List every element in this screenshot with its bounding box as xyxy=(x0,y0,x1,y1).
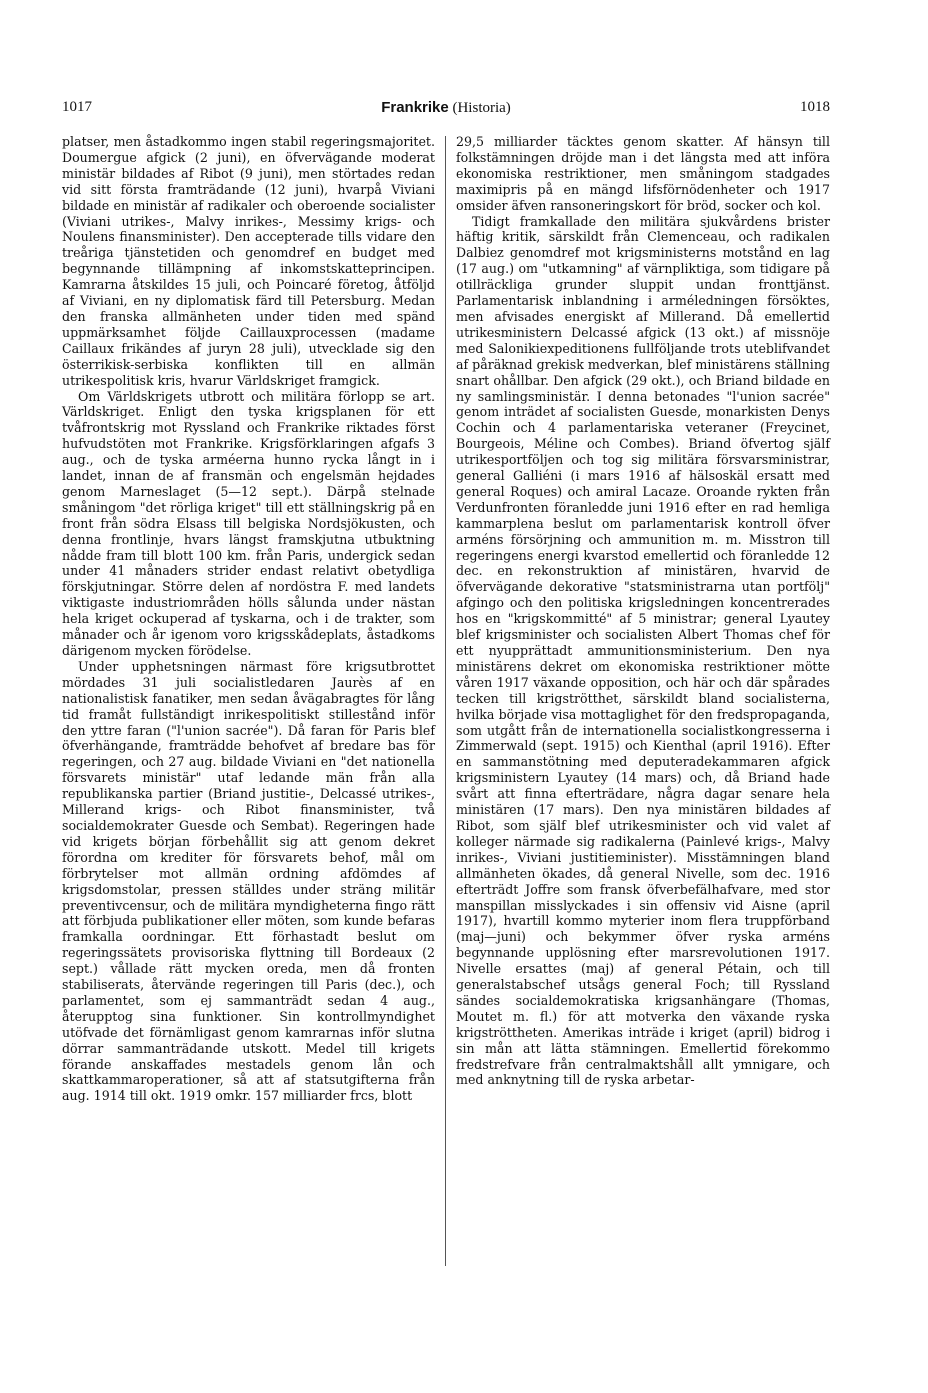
header-title-keyword: Frankrike xyxy=(381,99,449,116)
column-divider xyxy=(445,136,446,1266)
paragraph: Under upphetsningen närmast före krigsutbrottet mördades 31 juli socialistledaren Jaurès af en nationalistisk fanatiker, men sedan åvägabragtes för lång tid framåt fullständigt inrikespolitiskt stillestånd inför den yttre faran ("l'union sacrée"). Då faran för Paris blef öfverhängande, framträdde behofvet af bredare bas för regeringen, och 27 aug. bildade Viviani en "det nationella försvarets ministär" utaf ledande män från alla republikanska partier (Briand justitie-, Delcassé utrikes-, Millerand krigs- och Ribot finansminister, två socialdemokrater Guesde och Sembat). Regeringen hade vid krigets början förbehållit sig att genom dekret förordna om krediter för försvarets behof, mål om förbrytelser mot allmän ordning afdömdes af krigsdomstolar, pressen ställdes under sträng militär preventivcensur, och de militära myndigheterna fingo rätt att förbjuda publikationer eller möten, som kunde befaras framkalla oordningar. Ett förhastadt beslut om regeringssätets provisoriska flyttning till Bordeaux (2 sept.) vållade rätt mycken oreda, men då fronten stabiliserats, återvände regeringen till Paris (dec.), och parlamentet, som ej sammanträdt sedan 4 aug., återupptog sina funktioner. Sin kontrollmyndighet utöfvade det förnämligast genom kamrarnas inför slutna dörrar sammanträdande utskott. Medel till krigets förande anskaffades mestadels genom lån och skattkammaroperationer, så att af statsutgifterna från aug. 1914 till okt. 1919 omkr. 157 milliarder frcs, blott xyxy=(62,658,435,1104)
paragraph: platser, men åstadkommo ingen stabil regeringsmajoritet. Doumergue afgick (2 juni), en öfvervägande moderat ministär bildades af Ribot (9 juni), men störtades redan vid sitt första framträdande (12 juni), hvarpå Viviani bildade en ministär af radikaler och oberoende socialister (Viviani utrikes-, Malvy inrikes-, Messimy krigs- och Noulens finansminister). Den accepterade tills vidare den treåriga tjänstetiden och genomdref en budget med begynnande tillämpning af inkomstskatteprincipen. Kamrarna åtskildes 15 juli, och Poincaré företog, åtföljd af Viviani, en ny diplomatisk färd till Petersburg. Medan den franska allmänheten under tiden med spänd uppmärksamhet följde Caillauxprocessen (madame Caillaux frikändes af juryn 28 juli), utvecklade sig den österrikisk-serbiska konflikten till en allmän utrikespolitisk kris, hvarur Världskriget framgick. xyxy=(62,134,435,388)
paragraph: Tidigt framkallade den militära sjukvårdens brister häftig kritik, särskildt från Clemenceau, och radikalen Dalbiez genomdref mot krigsministerns motstånd en lag (17 aug.) om "utkamning" af värnpliktiga, som tidigare på otillräckliga grunder sluppit undan fronttjänst. Parlamentarisk inblandning i arméledningen försöktes, men afvisades energiskt af Millerand. Då emellertid utrikesministern Delcassé afgick (13 okt.) af missnöje med Salonikiexpeditionens fullföljande trots uteblifvandet af påräknad grekisk medverkan, blef ministärens ställning snart ohållbar. Den afgick (29 okt.), och Briand bildade en ny samlingsministär. I denna betonades "l'union sacrée" genom inträdet af socialisten Guesde, monarkisten Denys Cochin och 4 parlamentariska veteraner (Freycinet, Bourgeois, Méline och Combes). Briand öfvertog själf utrikesportföljen och tog sig militära försvarsministrar, general Galliéni (i mars 1916 af hälsoskäl ersatt med general Roques) och amiral Lacaze. Oroande rykten från Verdunfronten föranledde juni 1916 efter en rad hemliga kammarplena beslut om parlamentarisk kontroll öfver arméns försörjning och ammunition m. m. Misstron till regeringens energi kvarstod emellertid och föranledde 12 dec. en rekonstruktion af ministären, hvarvid de öfvervägande dekorative "statsministrarna utan portfölj" afgingo och den politiska krigsledningen koncentrerades hos en "krigskommitté" af 5 ministrar; general Lyautey blef krigsminister och socialisten Albert Thomas chef för ett nyupprättadt ammunitionsministerium. Den nya ministärens dekret om ekonomiska restriktioner mötte våren 1917 växande opposition, och här och där spårades tecken till krigströtthet, särskildt bland socialisterna, hvilka började visa mottaglighet för den fredspropaganda, som utgått från de internationella socialistkongresserna i Zimmerwald (sept. 1915) och Kienthal (april 1916). Efter en sammanstötning med deputeradekammaren afgick krigsministern Lyautey (14 mars) och, då Briand hade svårt att finna efterträdare, några dagar senare hela ministären (17 mars). Den nya ministären bildades af Ribot, som själf blef utrikesminister och vid valet af kolleger närmade sig radikalerna (Painlevé krigs-, Malvy inrikes-, Viviani justitieminister). Misstämningen bland allmänheten ökades, då general Nivelle, som dec. 1916 efterträdt Joffre som fransk öfverbefälhafvare, med stor manspillan misslyckades i sin offensiv vid Aisne (april 1917), hvartill kommo myterier inom flera truppförband (maj—juni) och bekymmer öfver ryska arméns begynnande upplösning efter marsrevolutionen 1917. Nivelle ersattes (maj) af general Pétain, och till generalstabschef utsågs general Foch; till Ryssland sändes socialdemokratiska krigsanhängare (Thomas, Moutet m. fl.) för att motverka den växande ryska krigströttheten. Amerikas inträde i kriget (april) bidrog i sin mån att lätta stämningen. Emellertid förekommo fredstrefvare från centralmaktshåll allt ymnigare, och med anknytning till de ryska arbetar- xyxy=(456,213,830,1088)
paragraph: 29,5 milliarder täcktes genom skatter. Af hänsyn till folkstämningen dröjde man i det längsta med att införa ekonomiska restriktioner, men småningom stadgades maximipris på en mängd lifsförnödenheter och 1917 omsider äfven ransoneringskort för bröd, socker och kol. xyxy=(456,134,830,213)
running-header xyxy=(62,99,830,121)
header-title xyxy=(62,99,830,117)
header-title-qualifier: (Historia) xyxy=(452,100,511,116)
left-text-column xyxy=(62,134,435,1104)
page-number-left: 1017 xyxy=(62,99,92,115)
paragraph: Om Världskrigets utbrott och militära förlopp se art. Världskriget. Enligt den tyska krigsplanen för ett tvåfrontskrig mot Ryssland och Frankrike riktades först hufvudstöten mot Frankrike. Krigsförklaringen afgafs 3 aug., och de tyska arméerna hunno rycka långt in i landet, innan de af fransmän och engelsmän hejdades genom Marneslaget (5—12 sept.). Därpå stelnade småningom "det rörliga kriget" till ett ställningskrig på en front från södra Elsass till belgiska Nordsjökusten, och denna frontlinje, hvars längst framskjutna utbuktning nådde fram till blott 100 km. från Paris, undergick sedan under 41 månaders strider endast relativt obetydliga förskjutningar. Större delen af nordöstra F. med landets viktigaste industriområden hölls sålunda under nästan hela kriget ockuperad af tyskarna, och i de trakter, som månader och år igenom voro krigsskådeplats, åstadkoms därigenom mycken förödelse. xyxy=(62,388,435,658)
right-text-column xyxy=(456,134,830,1088)
page-number-right: 1018 xyxy=(800,99,830,115)
